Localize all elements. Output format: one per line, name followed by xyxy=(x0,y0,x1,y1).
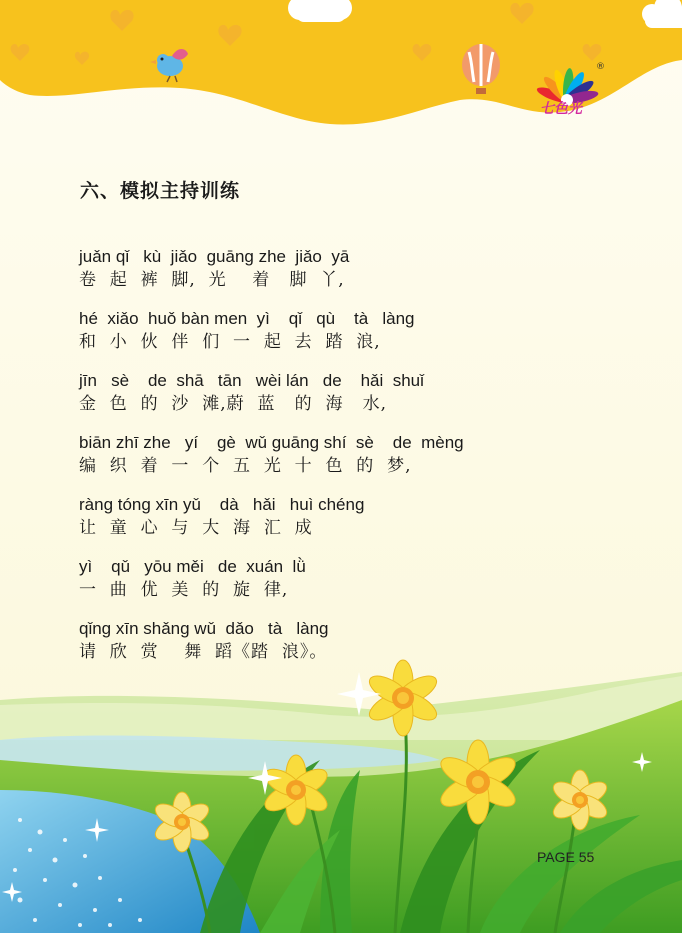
verse-line xyxy=(79,556,559,602)
hanzi-line: 让 童 心 与 大 海 汇 成 xyxy=(79,518,313,538)
hanzi-line: 和 小 伙 伴 们 一 起 去 踏 浪, xyxy=(79,332,381,352)
brand-logo-text: 七色光 xyxy=(540,101,582,117)
pinyin-line: biān zhī zhe yí gè wǔ guāng shí sè de mèng xyxy=(79,433,464,452)
registered-mark: ® xyxy=(596,62,605,72)
pinyin-line: hé xiǎo huǒ bàn men yì qǐ qù tà làng xyxy=(79,309,415,328)
pinyin-line: qǐng xīn shǎng wǔ dǎo tà làng xyxy=(79,619,329,638)
hanzi-line: 一 曲 优 美 的 旋 律, xyxy=(79,580,289,600)
verse-line xyxy=(79,308,559,354)
hanzi-line: 编 织 着 一 个 五 光 十 色 的 梦, xyxy=(79,456,412,476)
verse-line xyxy=(79,494,559,540)
pinyin-line: ràng tóng xīn yǔ dà hǎi huì chéng xyxy=(79,495,365,514)
hanzi-line: 卷 起 裤 脚, 光 着 脚 丫, xyxy=(79,270,345,290)
pinyin-line: yì qǔ yōu měi de xuán lǜ xyxy=(79,557,306,576)
pinyin-line: juǎn qǐ kù jiǎo guāng zhe jiǎo yā xyxy=(79,247,350,266)
pinyin-line: jīn sè de shā tān wèi lán de hǎi shuǐ xyxy=(79,371,424,390)
verse-line xyxy=(79,432,559,478)
section-title: 六、模拟主持训练 xyxy=(80,180,241,202)
page-number: PAGE 55 xyxy=(537,849,595,865)
hanzi-line: 请 欣 赏 舞 蹈《踏 浪》。 xyxy=(79,642,328,662)
hanzi-line: 金 色 的 沙 滩,蔚 蓝 的 海 水, xyxy=(79,394,388,414)
verse-line xyxy=(79,246,559,292)
verse-line xyxy=(79,618,559,664)
verse-line xyxy=(79,370,559,416)
cloud-icon xyxy=(288,0,352,22)
